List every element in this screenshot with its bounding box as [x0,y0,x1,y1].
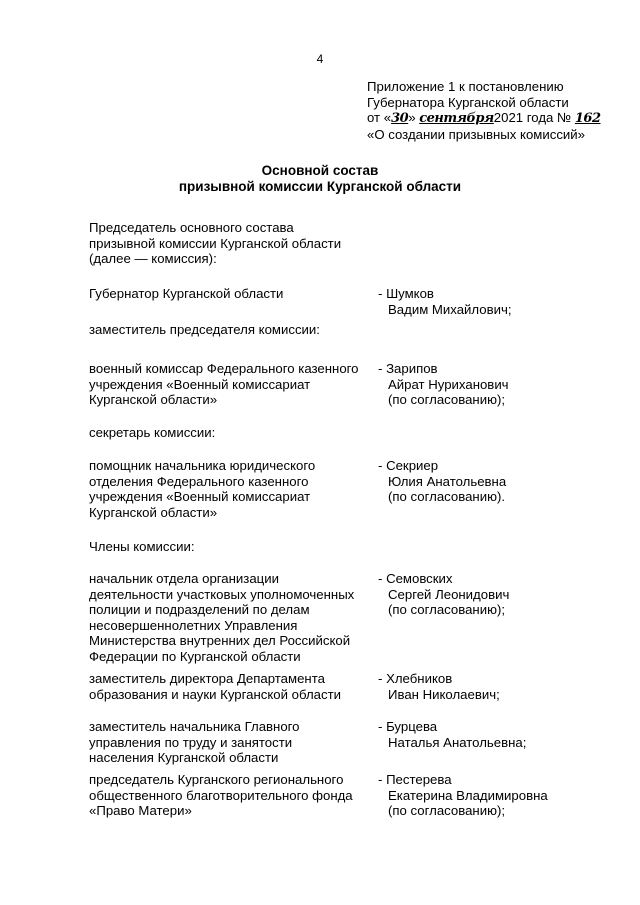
appendix-block [367,79,637,142]
title-line-1: Основной состав [261,163,379,178]
position-line: Министерства внутренних дел Российской [89,633,351,648]
name-line: Иван Николаевич; [388,686,500,702]
name-line: Сергей Леонидович [388,586,510,602]
chair-position [89,286,379,302]
secretary-position [89,458,379,520]
intro-text [89,220,379,267]
appendix-line-2: Губернатора Курганской области [367,94,569,110]
member-position [89,571,379,664]
title-line-2: призывной комиссии Курганской области [178,179,462,194]
name-line: - Пестерева [378,772,452,787]
deputy-name [378,361,628,408]
name-line: (по согласованию); [388,392,506,407]
name-line: Наталья Анатольевна; [388,734,527,750]
appendix-line-1: Приложение 1 к постановлению [367,79,564,94]
position-line: заместитель начальника Главного [89,719,300,734]
member-name [378,772,628,819]
position-line: военный комиссар Федерального казенного [89,361,359,376]
document-title [0,163,640,195]
deputy-position [89,361,379,408]
position-line: несовершеннолетних Управления [89,617,298,633]
name-line: Юлия Анатольевна [388,473,507,489]
position-line: отделения Федерального казенного [89,473,309,489]
position-line: полиции и подразделений по делам [89,602,310,617]
position-line: учреждения «Военный комиссариат [89,489,311,504]
member-position [89,719,379,766]
position-line: Губернатор Курганской области [89,286,284,301]
name-line: - Зарипов [378,361,438,376]
name-line: - Семовских [378,571,453,586]
appendix-year: 2021 года № [493,110,572,125]
position-line: заместитель директора Департамента [89,671,325,686]
member-name [378,571,628,618]
position-line: общественного благотворительного фонда [89,787,353,803]
members-header: Члены комиссии: [89,539,195,554]
name-line: - Хлебников [378,671,453,686]
position-line: Курганской области» [89,504,218,520]
member-name [378,719,628,750]
name-line: (по согласованию); [388,803,506,818]
position-line: «Право Матери» [89,803,192,818]
position-line: помощник начальника юридического [89,458,316,473]
name-line: Вадим Михайлович; [388,301,512,317]
secretary-header: секретарь комиссии: [89,425,216,440]
intro-line: (далее — комиссия): [89,251,217,266]
position-line: населения Курганской области [89,750,279,765]
deputy-header: заместитель председателя комиссии: [89,322,320,337]
chair-name [378,286,628,317]
position-line: председатель Курганского регионального [89,772,344,787]
handwritten-number: 162 [574,111,601,126]
intro-line: призывной комиссии Курганской области [89,235,342,251]
member-name [378,671,628,702]
position-line: начальник отдела организации [89,571,279,586]
member-position [89,671,379,702]
name-line: Айрат Нуриханович [388,376,509,392]
name-line: - Шумков [378,286,434,301]
position-line: Курганской области» [89,392,218,407]
position-line: деятельности участковых уполномоченных [89,586,355,602]
position-line: образования и науки Курганской области [89,686,341,702]
position-line: Федерации по Курганской области [89,648,301,664]
secretary-name [378,458,628,505]
appendix-line-3: от «30» сентября2021 года № 162 [367,110,601,126]
name-line: (по согласованию); [388,602,506,617]
handwritten-day: 30 [391,111,409,126]
handwritten-month: сентября [419,111,494,126]
member-position [89,772,379,819]
appendix-line-4: «О создании призывных комиссий» [367,126,585,142]
intro-line: Председатель основного состава [89,220,294,235]
position-line: управления по труду и занятости [89,734,293,750]
appendix-date-prefix: от « [367,110,392,125]
name-line: Екатерина Владимировна [388,787,548,803]
position-line: учреждения «Военный комиссариат [89,376,311,392]
name-line: - Секриер [378,458,439,473]
name-line: - Бурцева [378,719,438,734]
page-number: 4 [316,52,324,66]
name-line: (по согласованию). [388,489,506,504]
